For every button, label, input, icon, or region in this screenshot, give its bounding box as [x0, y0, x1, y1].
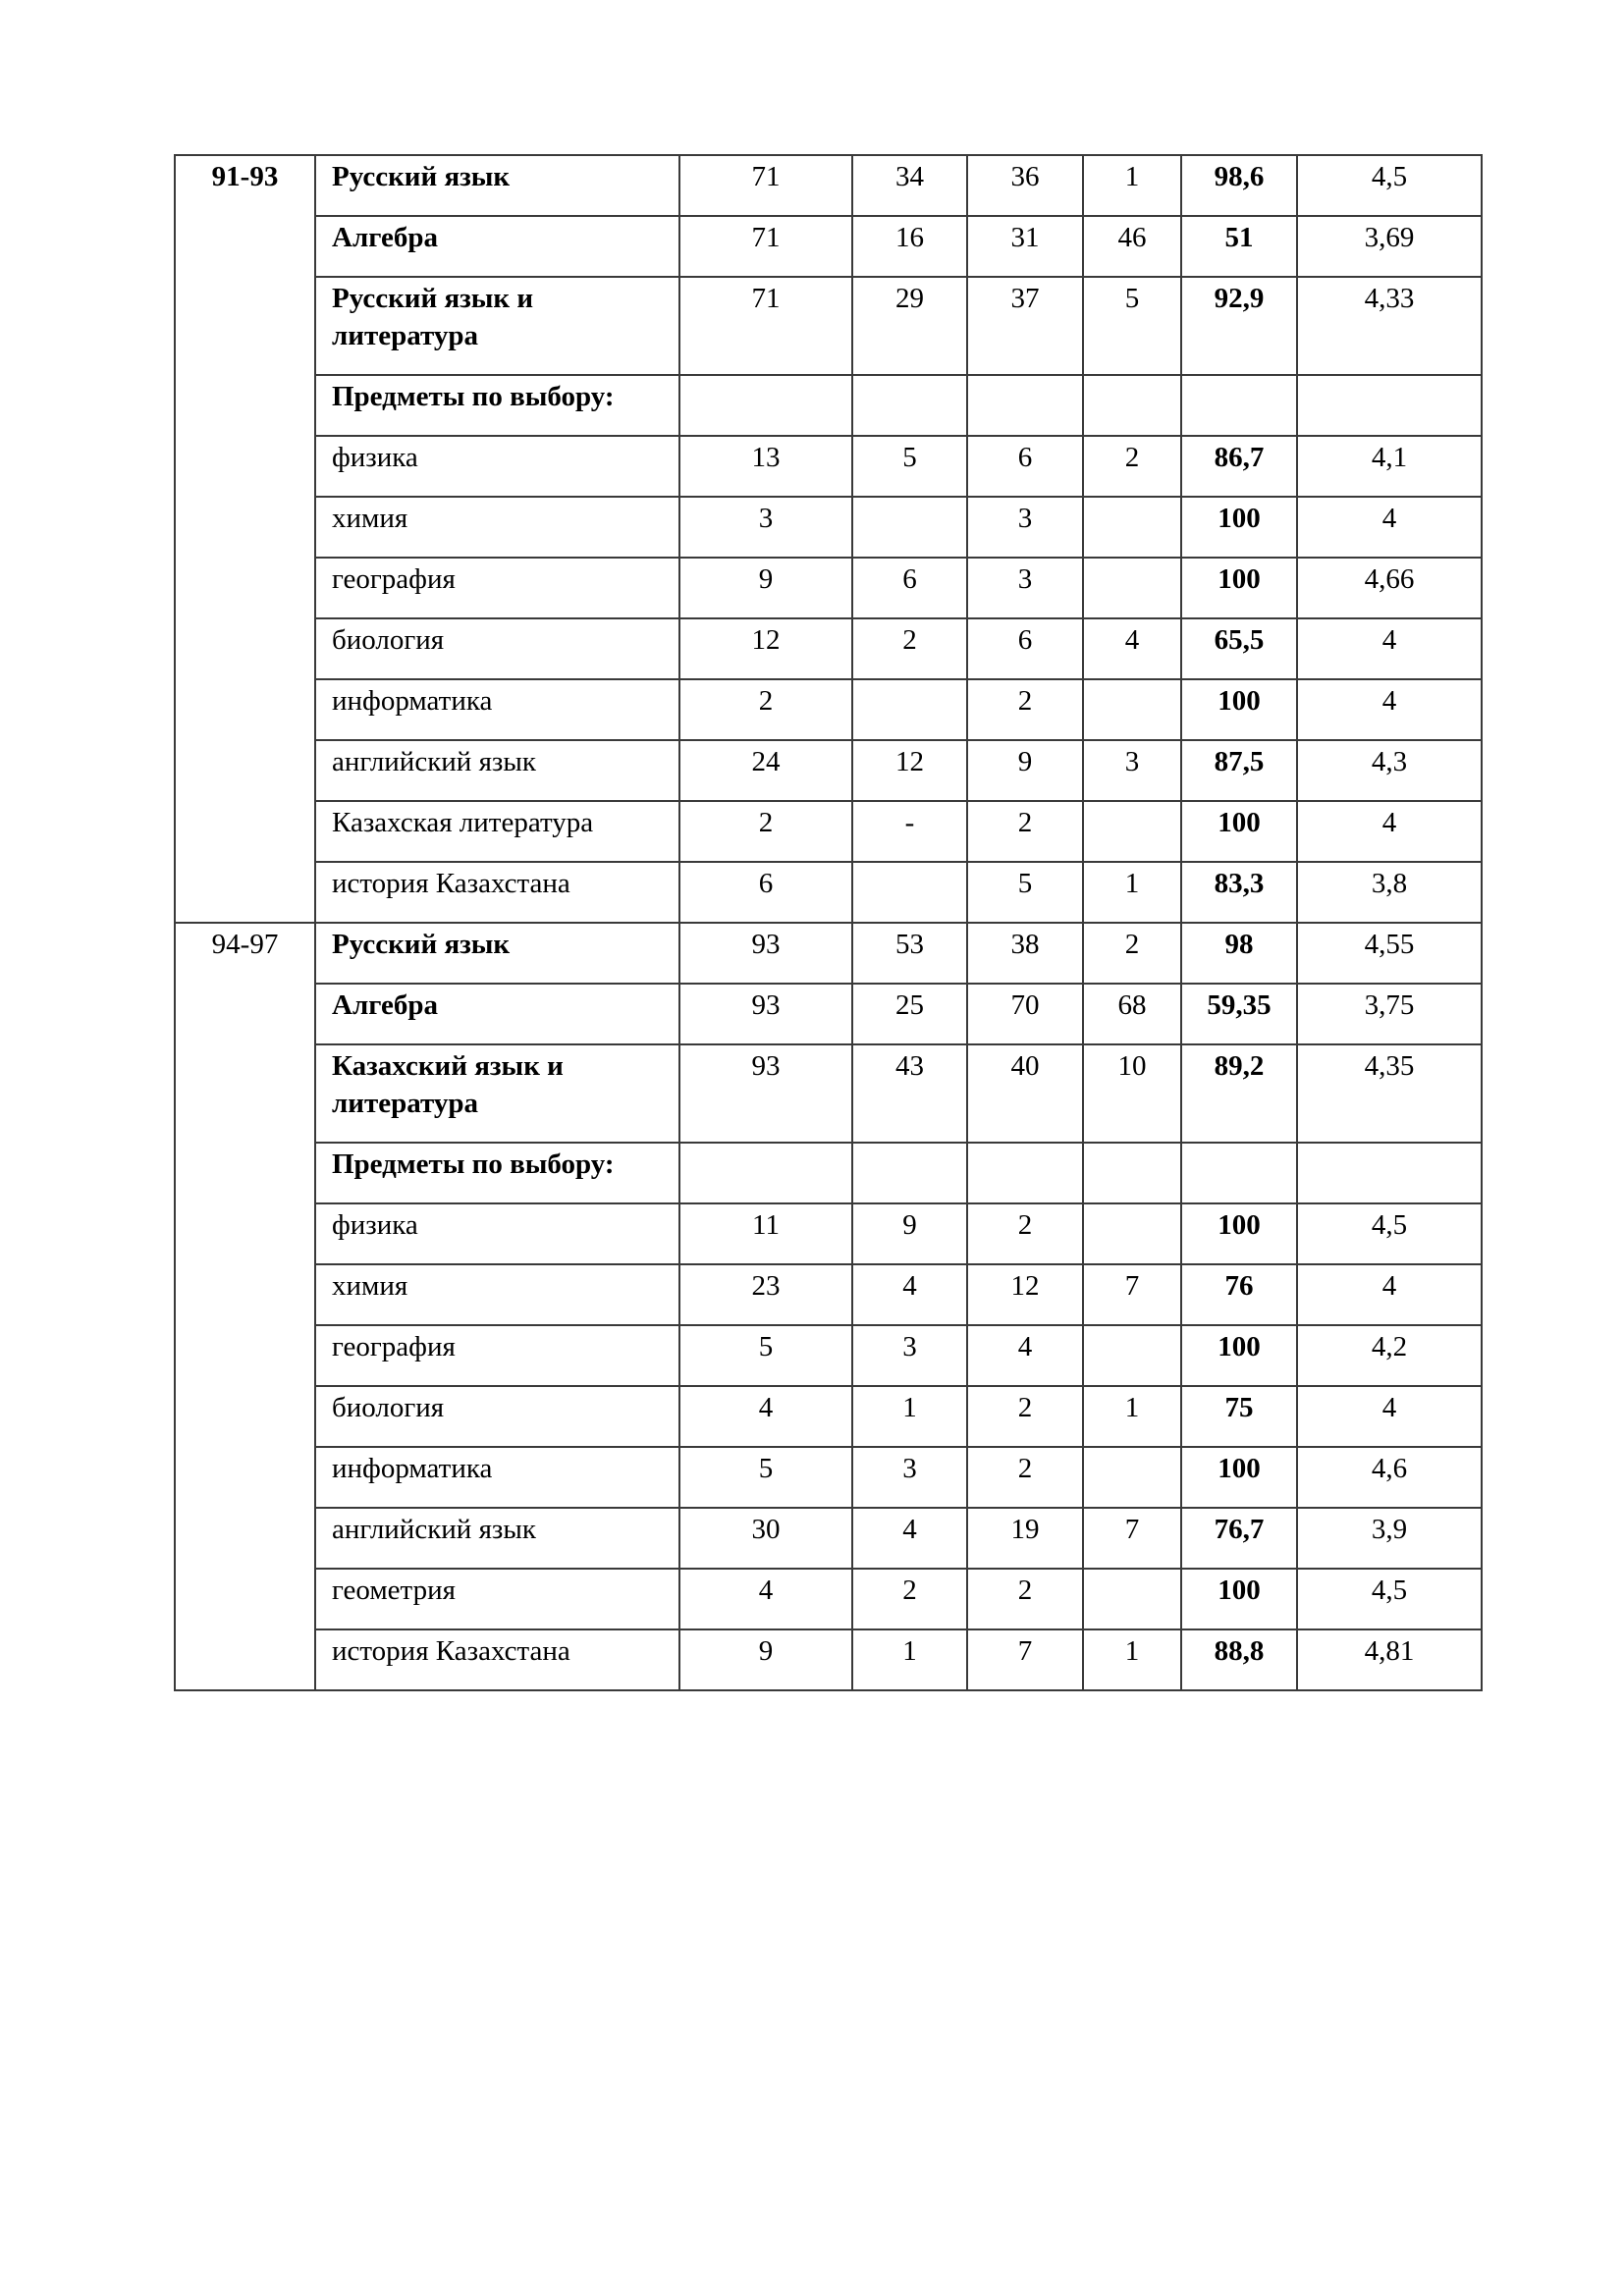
- subject-cell: информатика: [315, 1447, 679, 1508]
- count-cell: 3: [967, 497, 1083, 558]
- group-label: 94-97: [175, 923, 315, 1690]
- table-row: [175, 1143, 1482, 1203]
- count-cell: 31: [967, 216, 1083, 277]
- percent-cell: 75: [1181, 1386, 1297, 1447]
- subject-cell: история Казахстана: [315, 1629, 679, 1690]
- table-row: [175, 558, 1482, 618]
- count-cell: 40: [967, 1044, 1083, 1143]
- subject-cell: Алгебра: [315, 216, 679, 277]
- count-cell: 71: [679, 155, 852, 216]
- count-cell: [1083, 1203, 1181, 1264]
- count-cell: 6: [967, 436, 1083, 497]
- percent-cell: 100: [1181, 1569, 1297, 1629]
- count-cell: 2: [967, 1569, 1083, 1629]
- average-cell: 4,66: [1297, 558, 1482, 618]
- average-cell: 4,3: [1297, 740, 1482, 801]
- average-cell: 4,6: [1297, 1447, 1482, 1508]
- table-row: [175, 801, 1482, 862]
- average-cell: 3,75: [1297, 984, 1482, 1044]
- percent-cell: 76: [1181, 1264, 1297, 1325]
- subject-cell: история Казахстана: [315, 862, 679, 923]
- percent-cell: 100: [1181, 497, 1297, 558]
- count-cell: 36: [967, 155, 1083, 216]
- table-row: [175, 984, 1482, 1044]
- count-cell: [1083, 375, 1181, 436]
- subject-cell: физика: [315, 1203, 679, 1264]
- table-row: [175, 155, 1482, 216]
- count-cell: 10: [1083, 1044, 1181, 1143]
- table-row: [175, 1569, 1482, 1629]
- count-cell: 2: [967, 1203, 1083, 1264]
- count-cell: [1083, 801, 1181, 862]
- count-cell: 68: [1083, 984, 1181, 1044]
- subject-cell: английский язык: [315, 1508, 679, 1569]
- percent-cell: 100: [1181, 558, 1297, 618]
- percent-cell: 87,5: [1181, 740, 1297, 801]
- average-cell: 4: [1297, 497, 1482, 558]
- table-row: [175, 1447, 1482, 1508]
- count-cell: 37: [967, 277, 1083, 375]
- count-cell: [852, 375, 967, 436]
- count-cell: [1083, 558, 1181, 618]
- count-cell: 2: [967, 801, 1083, 862]
- subject-cell: геометрия: [315, 1569, 679, 1629]
- count-cell: 2: [1083, 923, 1181, 984]
- count-cell: 5: [852, 436, 967, 497]
- average-cell: 4,81: [1297, 1629, 1482, 1690]
- count-cell: 2: [967, 679, 1083, 740]
- table-row: [175, 1044, 1482, 1143]
- count-cell: 70: [967, 984, 1083, 1044]
- percent-cell: 100: [1181, 679, 1297, 740]
- count-cell: [967, 375, 1083, 436]
- count-cell: 38: [967, 923, 1083, 984]
- count-cell: 30: [679, 1508, 852, 1569]
- percent-cell: [1181, 1143, 1297, 1203]
- count-cell: 2: [679, 801, 852, 862]
- count-cell: 12: [852, 740, 967, 801]
- average-cell: 4: [1297, 801, 1482, 862]
- percent-cell: [1181, 375, 1297, 436]
- count-cell: 93: [679, 984, 852, 1044]
- count-cell: 2: [852, 618, 967, 679]
- subject-cell: география: [315, 1325, 679, 1386]
- table-row: [175, 923, 1482, 984]
- count-cell: 43: [852, 1044, 967, 1143]
- table-row: [175, 1325, 1482, 1386]
- count-cell: 2: [1083, 436, 1181, 497]
- subject-cell: английский язык: [315, 740, 679, 801]
- percent-cell: 92,9: [1181, 277, 1297, 375]
- count-cell: 3: [852, 1447, 967, 1508]
- average-cell: 4,5: [1297, 1203, 1482, 1264]
- count-cell: -: [852, 801, 967, 862]
- count-cell: [1083, 1569, 1181, 1629]
- average-cell: 4,1: [1297, 436, 1482, 497]
- table-row: [175, 740, 1482, 801]
- subject-cell: Алгебра: [315, 984, 679, 1044]
- count-cell: 1: [1083, 1386, 1181, 1447]
- table-row: [175, 1629, 1482, 1690]
- table-row: [175, 497, 1482, 558]
- subject-cell: Казахский язык и литература: [315, 1044, 679, 1143]
- percent-cell: 88,8: [1181, 1629, 1297, 1690]
- count-cell: 7: [1083, 1264, 1181, 1325]
- average-cell: 4: [1297, 618, 1482, 679]
- count-cell: 25: [852, 984, 967, 1044]
- count-cell: 2: [679, 679, 852, 740]
- table-row: [175, 375, 1482, 436]
- subject-cell: физика: [315, 436, 679, 497]
- count-cell: 9: [679, 1629, 852, 1690]
- count-cell: [1083, 1325, 1181, 1386]
- count-cell: 7: [1083, 1508, 1181, 1569]
- section-heading: Предметы по выбору:: [315, 1143, 679, 1203]
- average-cell: [1297, 375, 1482, 436]
- count-cell: [1083, 497, 1181, 558]
- table-row: [175, 1203, 1482, 1264]
- count-cell: 7: [967, 1629, 1083, 1690]
- subject-cell: химия: [315, 1264, 679, 1325]
- count-cell: 16: [852, 216, 967, 277]
- count-cell: 24: [679, 740, 852, 801]
- average-cell: 3,69: [1297, 216, 1482, 277]
- count-cell: 6: [852, 558, 967, 618]
- table-row: [175, 1264, 1482, 1325]
- count-cell: 23: [679, 1264, 852, 1325]
- count-cell: [967, 1143, 1083, 1203]
- average-cell: 4: [1297, 679, 1482, 740]
- count-cell: 3: [679, 497, 852, 558]
- subject-cell: биология: [315, 1386, 679, 1447]
- count-cell: 5: [679, 1325, 852, 1386]
- count-cell: 93: [679, 1044, 852, 1143]
- count-cell: 12: [967, 1264, 1083, 1325]
- average-cell: 4,33: [1297, 277, 1482, 375]
- count-cell: 1: [1083, 1629, 1181, 1690]
- table-row: [175, 1508, 1482, 1569]
- average-cell: 4,5: [1297, 155, 1482, 216]
- count-cell: [1083, 679, 1181, 740]
- table-row: [175, 216, 1482, 277]
- count-cell: 12: [679, 618, 852, 679]
- subject-cell: Русский язык: [315, 923, 679, 984]
- count-cell: [852, 679, 967, 740]
- count-cell: 29: [852, 277, 967, 375]
- subject-cell: Казахская литература: [315, 801, 679, 862]
- count-cell: 4: [1083, 618, 1181, 679]
- count-cell: 3: [852, 1325, 967, 1386]
- percent-cell: 86,7: [1181, 436, 1297, 497]
- count-cell: 3: [1083, 740, 1181, 801]
- average-cell: 4,35: [1297, 1044, 1482, 1143]
- percent-cell: 100: [1181, 801, 1297, 862]
- percent-cell: 59,35: [1181, 984, 1297, 1044]
- percent-cell: 100: [1181, 1447, 1297, 1508]
- subject-cell: география: [315, 558, 679, 618]
- count-cell: 53: [852, 923, 967, 984]
- count-cell: [1083, 1143, 1181, 1203]
- count-cell: [679, 375, 852, 436]
- percent-cell: 98,6: [1181, 155, 1297, 216]
- count-cell: 2: [967, 1447, 1083, 1508]
- count-cell: 46: [1083, 216, 1181, 277]
- count-cell: 93: [679, 923, 852, 984]
- count-cell: [852, 1143, 967, 1203]
- table-row: [175, 679, 1482, 740]
- count-cell: 9: [967, 740, 1083, 801]
- count-cell: 1: [1083, 155, 1181, 216]
- percent-cell: 65,5: [1181, 618, 1297, 679]
- percent-cell: 76,7: [1181, 1508, 1297, 1569]
- average-cell: 3,9: [1297, 1508, 1482, 1569]
- group-label: 91-93: [175, 155, 315, 923]
- percent-cell: 100: [1181, 1203, 1297, 1264]
- percent-cell: 98: [1181, 923, 1297, 984]
- count-cell: 2: [852, 1569, 967, 1629]
- count-cell: 4: [852, 1264, 967, 1325]
- table-row: [175, 1386, 1482, 1447]
- average-cell: [1297, 1143, 1482, 1203]
- percent-cell: 83,3: [1181, 862, 1297, 923]
- count-cell: [852, 862, 967, 923]
- count-cell: 2: [967, 1386, 1083, 1447]
- average-cell: 4,2: [1297, 1325, 1482, 1386]
- count-cell: 1: [1083, 862, 1181, 923]
- count-cell: 5: [967, 862, 1083, 923]
- count-cell: 6: [967, 618, 1083, 679]
- count-cell: 71: [679, 216, 852, 277]
- count-cell: 4: [679, 1569, 852, 1629]
- count-cell: [852, 497, 967, 558]
- table-row: [175, 436, 1482, 497]
- table-row: [175, 277, 1482, 375]
- count-cell: 9: [679, 558, 852, 618]
- count-cell: 1: [852, 1386, 967, 1447]
- table-row: [175, 618, 1482, 679]
- average-cell: 3,8: [1297, 862, 1482, 923]
- count-cell: 13: [679, 436, 852, 497]
- average-cell: 4,55: [1297, 923, 1482, 984]
- subject-cell: Русский язык: [315, 155, 679, 216]
- average-cell: 4: [1297, 1386, 1482, 1447]
- subject-cell: химия: [315, 497, 679, 558]
- count-cell: 71: [679, 277, 852, 375]
- percent-cell: 89,2: [1181, 1044, 1297, 1143]
- count-cell: 9: [852, 1203, 967, 1264]
- count-cell: 19: [967, 1508, 1083, 1569]
- count-cell: 6: [679, 862, 852, 923]
- subject-cell: биология: [315, 618, 679, 679]
- count-cell: 1: [852, 1629, 967, 1690]
- count-cell: 11: [679, 1203, 852, 1264]
- table-row: [175, 862, 1482, 923]
- count-cell: 4: [679, 1386, 852, 1447]
- percent-cell: 51: [1181, 216, 1297, 277]
- count-cell: [679, 1143, 852, 1203]
- average-cell: 4,5: [1297, 1569, 1482, 1629]
- percent-cell: 100: [1181, 1325, 1297, 1386]
- average-cell: 4: [1297, 1264, 1482, 1325]
- count-cell: 3: [967, 558, 1083, 618]
- count-cell: 34: [852, 155, 967, 216]
- section-heading: Предметы по выбору:: [315, 375, 679, 436]
- count-cell: 5: [1083, 277, 1181, 375]
- count-cell: 4: [967, 1325, 1083, 1386]
- count-cell: [1083, 1447, 1181, 1508]
- subject-cell: информатика: [315, 679, 679, 740]
- count-cell: 5: [679, 1447, 852, 1508]
- results-table: [174, 154, 1483, 1691]
- count-cell: 4: [852, 1508, 967, 1569]
- subject-cell: Русский язык и литература: [315, 277, 679, 375]
